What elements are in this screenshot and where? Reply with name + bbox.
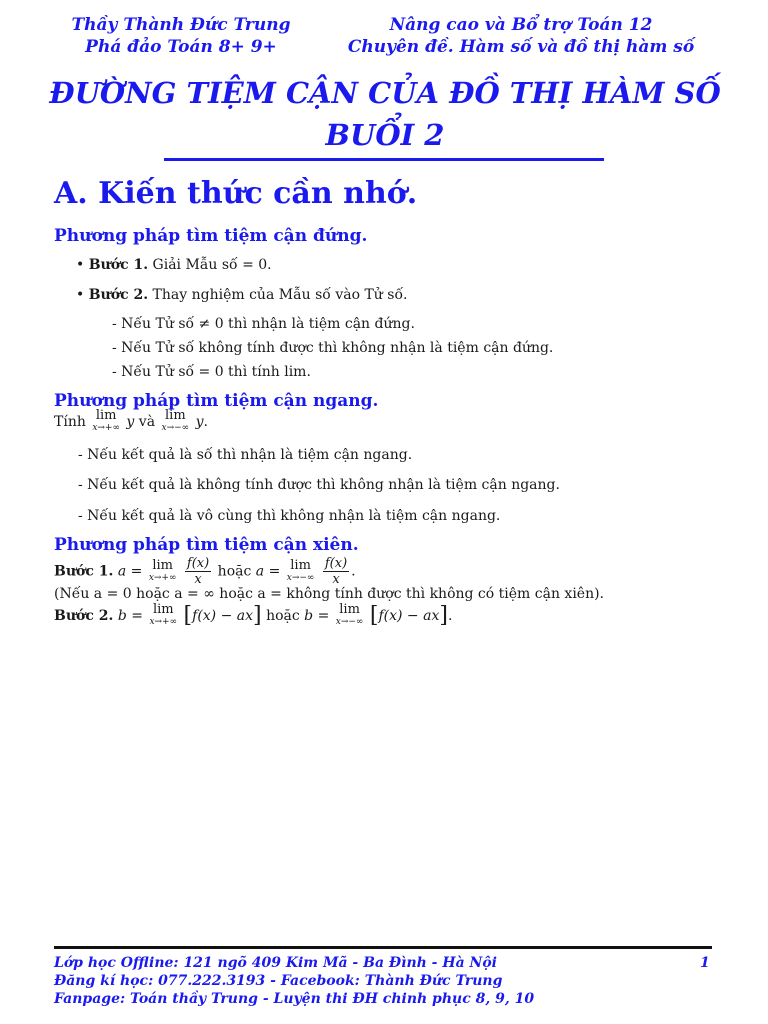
footer-fanpage: Fanpage: Toán thầy Trung - Luyện thi ĐH chinh phục 8, 9, 10	[54, 991, 535, 1007]
step-label: Bước 1.	[88, 257, 149, 273]
vertical-step-1	[76, 256, 272, 274]
step-label: Bước 1.	[54, 563, 114, 580]
horizontal-intro: Tính lim x→+∞ y và lim x→−∞ y.	[54, 408, 208, 433]
step-text: Giải Mẫu số = 0.	[152, 257, 272, 273]
limit-pos: lim x→+∞	[92, 408, 120, 433]
author-tagline: Phá đảo Toán 8+ 9+	[85, 37, 277, 57]
title-line-2: BUỔI 2	[325, 118, 445, 152]
title-divider	[164, 158, 604, 161]
bullet-icon: •	[76, 257, 85, 273]
header-left	[54, 14, 308, 58]
horizontal-heading: Phương pháp tìm tiệm cận ngang.	[54, 391, 379, 411]
page-number: 1	[700, 955, 710, 971]
limit-pos: lim x→+∞	[149, 602, 178, 627]
header-right	[330, 14, 712, 58]
footer-contact: Đăng kí học: 077.222.3193 - Facebook: Thành Đức Trung	[54, 973, 503, 989]
topic-name: Chuyên đề. Hàm số và đồ thị hàm số	[347, 37, 695, 57]
limit-neg: lim x→−∞	[286, 557, 315, 583]
oblique-step-1: Bước 1. a = lim x→+∞ $\frac{f(x)}{x}$ hoặc a = lim x→−∞ $\frac{f(x)}{x}$ .	[54, 556, 356, 587]
page-title	[40, 72, 730, 156]
title-line-1: ĐƯỜNG TIỆM CẬN CỦA ĐỒ THỊ HÀM SỐ	[49, 76, 721, 110]
author-name: Thầy Thành Đức Trung	[71, 15, 291, 35]
vertical-step-2	[76, 286, 407, 304]
vertical-heading: Phương pháp tìm tiệm cận đứng.	[54, 226, 368, 246]
intro-word: Tính	[54, 414, 86, 430]
step-label: Bước 2.	[88, 287, 149, 303]
fraction: $\frac{f(x)}{x}$	[324, 556, 348, 587]
step-text: Thay nghiệm của Mẫu số vào Tử số.	[152, 287, 408, 303]
oblique-step-2: Bước 2. b = lim x→+∞ [f(x) − ax] hoặc b = lim x→−∞ [f(x) − ax].	[54, 602, 453, 628]
bullet-icon: •	[76, 287, 85, 303]
oblique-heading: Phương pháp tìm tiệm cận xiên.	[54, 535, 359, 555]
limit-pos: lim x→+∞	[148, 557, 177, 583]
vertical-case: - Nếu Tử số không tính được thì không nhận là tiệm cận đứng.	[112, 340, 554, 356]
horizontal-case: - Nếu kết quả là vô cùng thì không nhận là tiệm cận ngang.	[78, 508, 501, 524]
footer-address: Lớp học Offline: 121 ngõ 409 Kim Mã - Ba Đình - Hà Nội	[54, 955, 497, 971]
horizontal-case: - Nếu kết quả là số thì nhận là tiệm cận ngang.	[78, 447, 413, 463]
footer-divider	[54, 946, 712, 949]
step-label: Bước 2.	[54, 608, 114, 624]
limit-neg: lim x→−∞	[161, 408, 190, 433]
and-word: và	[138, 414, 156, 430]
course-name: Nâng cao và Bổ trợ Toán 12	[389, 15, 653, 35]
limit-neg: lim x→−∞	[335, 602, 364, 627]
vertical-case: - Nếu Tử số ≠ 0 thì nhận là tiệm cận đứng.	[112, 316, 415, 332]
horizontal-case: - Nếu kết quả là không tính được thì không nhận là tiệm cận ngang.	[78, 477, 560, 493]
vertical-case: - Nếu Tử số = 0 thì tính lim.	[112, 364, 311, 380]
section-heading: A. Kiến thức cần nhớ.	[54, 176, 418, 211]
oblique-note: (Nếu a = 0 hoặc a = ∞ hoặc a = không tính được thì không có tiệm cận xiên).	[54, 586, 605, 602]
fraction: $\frac{f(x)}{x}$	[186, 556, 210, 587]
